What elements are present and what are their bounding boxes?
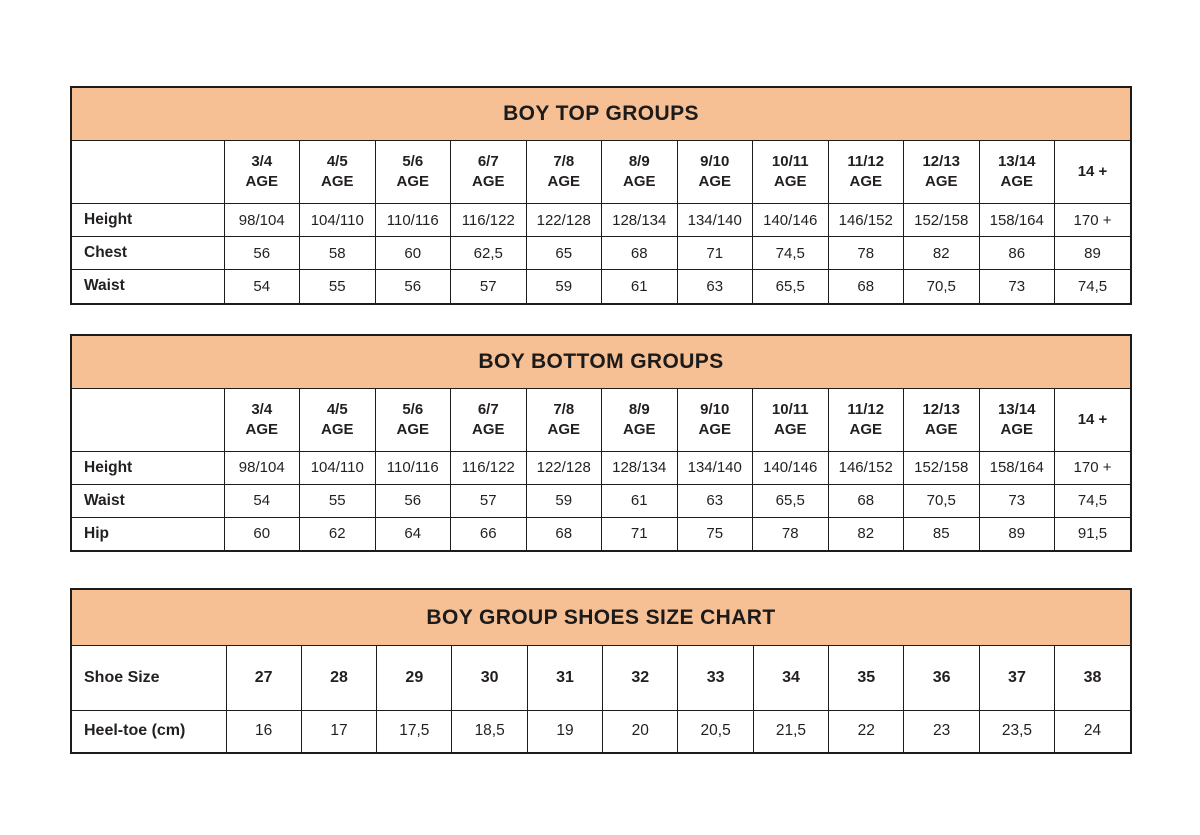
- value-cell: 66: [451, 517, 527, 550]
- column-header-cell: [226, 646, 301, 711]
- value-cell: 21,5: [753, 711, 828, 752]
- value-cell: 18,5: [452, 711, 527, 752]
- column-header-line: AGE: [320, 173, 354, 190]
- value-cell: 65,5: [753, 484, 829, 517]
- table-row: [72, 204, 1130, 237]
- value-cell: 70,5: [904, 270, 980, 303]
- value-cell: 16: [226, 711, 301, 752]
- column-header-line: 10/11: [771, 153, 809, 171]
- value-cell: 158/164: [979, 451, 1055, 484]
- value-cell: 140/146: [753, 204, 829, 237]
- column-header-line: 13/14: [997, 153, 1036, 171]
- row-label-cell: Height: [72, 204, 224, 237]
- value-cell: 62,5: [451, 237, 527, 270]
- value-cell: 59: [526, 484, 602, 517]
- value-cell: 78: [753, 517, 829, 550]
- value-cell: 55: [300, 484, 376, 517]
- corner-cell: [72, 141, 224, 204]
- value-cell: 54: [224, 270, 300, 303]
- column-header-line: AGE: [471, 173, 505, 190]
- value-cell: 20: [603, 711, 678, 752]
- value-cell: 61: [602, 270, 678, 303]
- value-cell: 82: [904, 237, 980, 270]
- column-header-cell: [753, 646, 828, 711]
- column-header-line: AGE: [698, 420, 731, 438]
- column-header-line: 14 +: [1077, 410, 1108, 428]
- column-header-cell: [677, 389, 753, 452]
- column-header-line: 8/9: [628, 400, 650, 418]
- value-cell: 24: [1055, 711, 1130, 752]
- value-cell: 62: [300, 517, 376, 550]
- column-header-line: 32: [631, 669, 650, 687]
- value-cell: 89: [979, 517, 1055, 550]
- column-header-line: AGE: [924, 173, 958, 190]
- column-header-line: 28: [330, 669, 348, 687]
- column-header-cell: [375, 141, 451, 204]
- column-header-line: 6/7: [477, 153, 499, 171]
- value-cell: 61: [602, 484, 678, 517]
- column-header-line: AGE: [547, 173, 580, 190]
- column-header-cell: [451, 389, 527, 452]
- corner-cell: Shoe Size: [72, 646, 226, 711]
- column-header-line: 4/5: [326, 153, 348, 171]
- table-row: [72, 484, 1130, 517]
- value-cell: 98/104: [224, 451, 300, 484]
- column-header-cell: [828, 141, 904, 204]
- column-header-line: 3/4: [251, 400, 273, 418]
- column-header-line: AGE: [1000, 173, 1033, 190]
- value-cell: 75: [677, 517, 753, 550]
- column-header-cell: [753, 141, 829, 204]
- value-cell: 116/122: [451, 451, 527, 484]
- row-label-cell: Height: [72, 451, 224, 484]
- column-header-cell: [904, 646, 979, 711]
- column-header-cell: [904, 389, 980, 452]
- size-grid: [72, 141, 1130, 303]
- value-cell: 128/134: [602, 451, 678, 484]
- value-cell: 71: [602, 517, 678, 550]
- column-header-line: AGE: [471, 420, 505, 438]
- column-header-line: 5/6: [402, 400, 424, 418]
- value-cell: 56: [375, 484, 451, 517]
- column-header-line: 27: [254, 669, 273, 687]
- column-header-line: 29: [405, 669, 424, 687]
- column-header-line: AGE: [773, 420, 807, 438]
- row-label-cell: Waist: [72, 270, 224, 303]
- value-cell: 74,5: [1055, 270, 1131, 303]
- value-cell: 60: [224, 517, 300, 550]
- column-header-line: 9/10: [700, 400, 730, 418]
- column-header-row: [72, 389, 1130, 452]
- value-cell: 74,5: [753, 237, 829, 270]
- column-header-cell: [979, 389, 1055, 452]
- column-header-line: 38: [1083, 669, 1102, 687]
- table-row: [72, 270, 1130, 303]
- column-header-cell: [904, 141, 980, 204]
- value-cell: 58: [300, 237, 376, 270]
- value-cell: 104/110: [300, 451, 376, 484]
- row-label-cell: Heel-toe (cm): [72, 711, 226, 752]
- value-cell: 65,5: [753, 270, 829, 303]
- column-header-line: 6/7: [477, 400, 499, 418]
- column-header-cell: [224, 141, 300, 204]
- table-row: [72, 451, 1130, 484]
- column-header-cell: [451, 141, 527, 204]
- value-cell: 85: [904, 517, 980, 550]
- column-header-cell: [979, 646, 1054, 711]
- column-header-cell: [300, 141, 376, 204]
- column-header-cell: [527, 646, 602, 711]
- value-cell: 63: [677, 270, 753, 303]
- table-row: [72, 517, 1130, 550]
- column-header-cell: [602, 141, 678, 204]
- value-cell: 20,5: [678, 711, 753, 752]
- value-cell: 91,5: [1055, 517, 1131, 550]
- column-header-row: [72, 646, 1130, 711]
- column-header-line: 14 +: [1077, 163, 1108, 181]
- row-label-cell: Hip: [72, 517, 224, 550]
- value-cell: 89: [1055, 237, 1131, 270]
- value-cell: 73: [979, 484, 1055, 517]
- column-header-cell: [1055, 141, 1131, 204]
- column-header-line: AGE: [924, 420, 958, 438]
- column-header-line: 33: [706, 669, 725, 687]
- value-cell: 170 +: [1055, 204, 1131, 237]
- value-cell: 152/158: [904, 451, 980, 484]
- column-header-line: AGE: [1000, 420, 1033, 438]
- size-grid: [72, 389, 1130, 551]
- value-cell: 19: [527, 711, 602, 752]
- table-title: BOY GROUP SHOES SIZE CHART: [72, 590, 1130, 646]
- value-cell: 54: [224, 484, 300, 517]
- column-header-cell: [452, 646, 527, 711]
- corner-cell: [72, 389, 224, 452]
- column-header-cell: [375, 389, 451, 452]
- value-cell: 23: [904, 711, 979, 752]
- column-header-cell: [526, 141, 602, 204]
- column-header-cell: [602, 389, 678, 452]
- column-header-cell: [828, 389, 904, 452]
- column-header-line: 11/12: [847, 153, 885, 171]
- value-cell: 23,5: [979, 711, 1054, 752]
- column-header-line: AGE: [245, 420, 278, 438]
- column-header-line: 37: [1008, 669, 1026, 687]
- value-cell: 64: [375, 517, 451, 550]
- column-header-cell: [526, 389, 602, 452]
- row-label-cell: Chest: [72, 237, 224, 270]
- column-header-cell: [603, 646, 678, 711]
- value-cell: 122/128: [526, 451, 602, 484]
- column-header-line: AGE: [622, 420, 656, 438]
- column-header-cell: [301, 646, 376, 711]
- value-cell: 22: [829, 711, 904, 752]
- value-cell: 71: [677, 237, 753, 270]
- column-header-line: AGE: [849, 420, 882, 438]
- column-header-line: 31: [556, 669, 574, 687]
- value-cell: 68: [828, 270, 904, 303]
- value-cell: 134/140: [677, 451, 753, 484]
- column-header-line: 7/8: [553, 153, 575, 171]
- value-cell: 140/146: [753, 451, 829, 484]
- column-header-cell: [1055, 389, 1131, 452]
- column-header-line: 35: [857, 669, 876, 687]
- value-cell: 57: [451, 484, 527, 517]
- size-grid: [72, 646, 1130, 752]
- value-cell: 128/134: [602, 204, 678, 237]
- boy-top-groups-table: [70, 86, 1132, 305]
- column-header-cell: [224, 389, 300, 452]
- column-header-line: AGE: [698, 173, 731, 190]
- value-cell: 68: [526, 517, 602, 550]
- row-label-cell: Waist: [72, 484, 224, 517]
- boy-shoes-size-table: [70, 588, 1132, 754]
- value-cell: 116/122: [451, 204, 527, 237]
- value-cell: 82: [828, 517, 904, 550]
- value-cell: 158/164: [979, 204, 1055, 237]
- value-cell: 134/140: [677, 204, 753, 237]
- value-cell: 146/152: [828, 204, 904, 237]
- column-header-line: 11/12: [847, 400, 885, 418]
- value-cell: 55: [300, 270, 376, 303]
- table-title: BOY BOTTOM GROUPS: [72, 336, 1130, 389]
- column-header-cell: [979, 141, 1055, 204]
- value-cell: 70,5: [904, 484, 980, 517]
- column-header-cell: [829, 646, 904, 711]
- column-header-line: 9/10: [700, 153, 730, 171]
- column-header-line: AGE: [320, 420, 354, 438]
- column-header-cell: [753, 389, 829, 452]
- value-cell: 56: [224, 237, 300, 270]
- column-header-line: AGE: [396, 173, 429, 190]
- value-cell: 78: [828, 237, 904, 270]
- value-cell: 98/104: [224, 204, 300, 237]
- value-cell: 63: [677, 484, 753, 517]
- column-header-cell: [300, 389, 376, 452]
- column-header-line: 34: [782, 669, 800, 687]
- value-cell: 68: [828, 484, 904, 517]
- column-header-line: 4/5: [326, 400, 348, 418]
- column-header-line: 12/13: [922, 153, 961, 171]
- column-header-cell: [377, 646, 452, 711]
- value-cell: 17,5: [377, 711, 452, 752]
- value-cell: 60: [375, 237, 451, 270]
- value-cell: 59: [526, 270, 602, 303]
- column-header-line: AGE: [773, 173, 807, 190]
- value-cell: 68: [602, 237, 678, 270]
- value-cell: 73: [979, 270, 1055, 303]
- column-header-line: AGE: [245, 173, 278, 190]
- table-row: [72, 237, 1130, 270]
- value-cell: 146/152: [828, 451, 904, 484]
- value-cell: 122/128: [526, 204, 602, 237]
- column-header-cell: [1055, 646, 1130, 711]
- column-header-row: [72, 141, 1130, 204]
- value-cell: 104/110: [300, 204, 376, 237]
- value-cell: 17: [301, 711, 376, 752]
- column-header-line: 10/11: [771, 400, 809, 418]
- column-header-line: AGE: [849, 173, 882, 190]
- column-header-cell: [678, 646, 753, 711]
- value-cell: 170 +: [1055, 451, 1131, 484]
- column-header-line: 36: [932, 669, 951, 687]
- column-header-cell: [677, 141, 753, 204]
- column-header-line: 13/14: [997, 400, 1036, 418]
- column-header-line: AGE: [622, 173, 656, 190]
- value-cell: 110/116: [375, 451, 451, 484]
- column-header-line: 12/13: [922, 400, 961, 418]
- table-row: [72, 711, 1130, 752]
- value-cell: 57: [451, 270, 527, 303]
- value-cell: 86: [979, 237, 1055, 270]
- boy-bottom-groups-table: [70, 334, 1132, 553]
- column-header-line: AGE: [547, 420, 580, 438]
- value-cell: 110/116: [375, 204, 451, 237]
- value-cell: 65: [526, 237, 602, 270]
- value-cell: 152/158: [904, 204, 980, 237]
- column-header-line: 30: [480, 669, 499, 687]
- table-title: BOY TOP GROUPS: [72, 88, 1130, 141]
- column-header-line: AGE: [396, 420, 429, 438]
- value-cell: 74,5: [1055, 484, 1131, 517]
- value-cell: 56: [375, 270, 451, 303]
- column-header-line: 5/6: [402, 153, 424, 171]
- column-header-line: 7/8: [553, 400, 575, 418]
- column-header-line: 8/9: [628, 153, 650, 171]
- column-header-line: 3/4: [251, 153, 273, 171]
